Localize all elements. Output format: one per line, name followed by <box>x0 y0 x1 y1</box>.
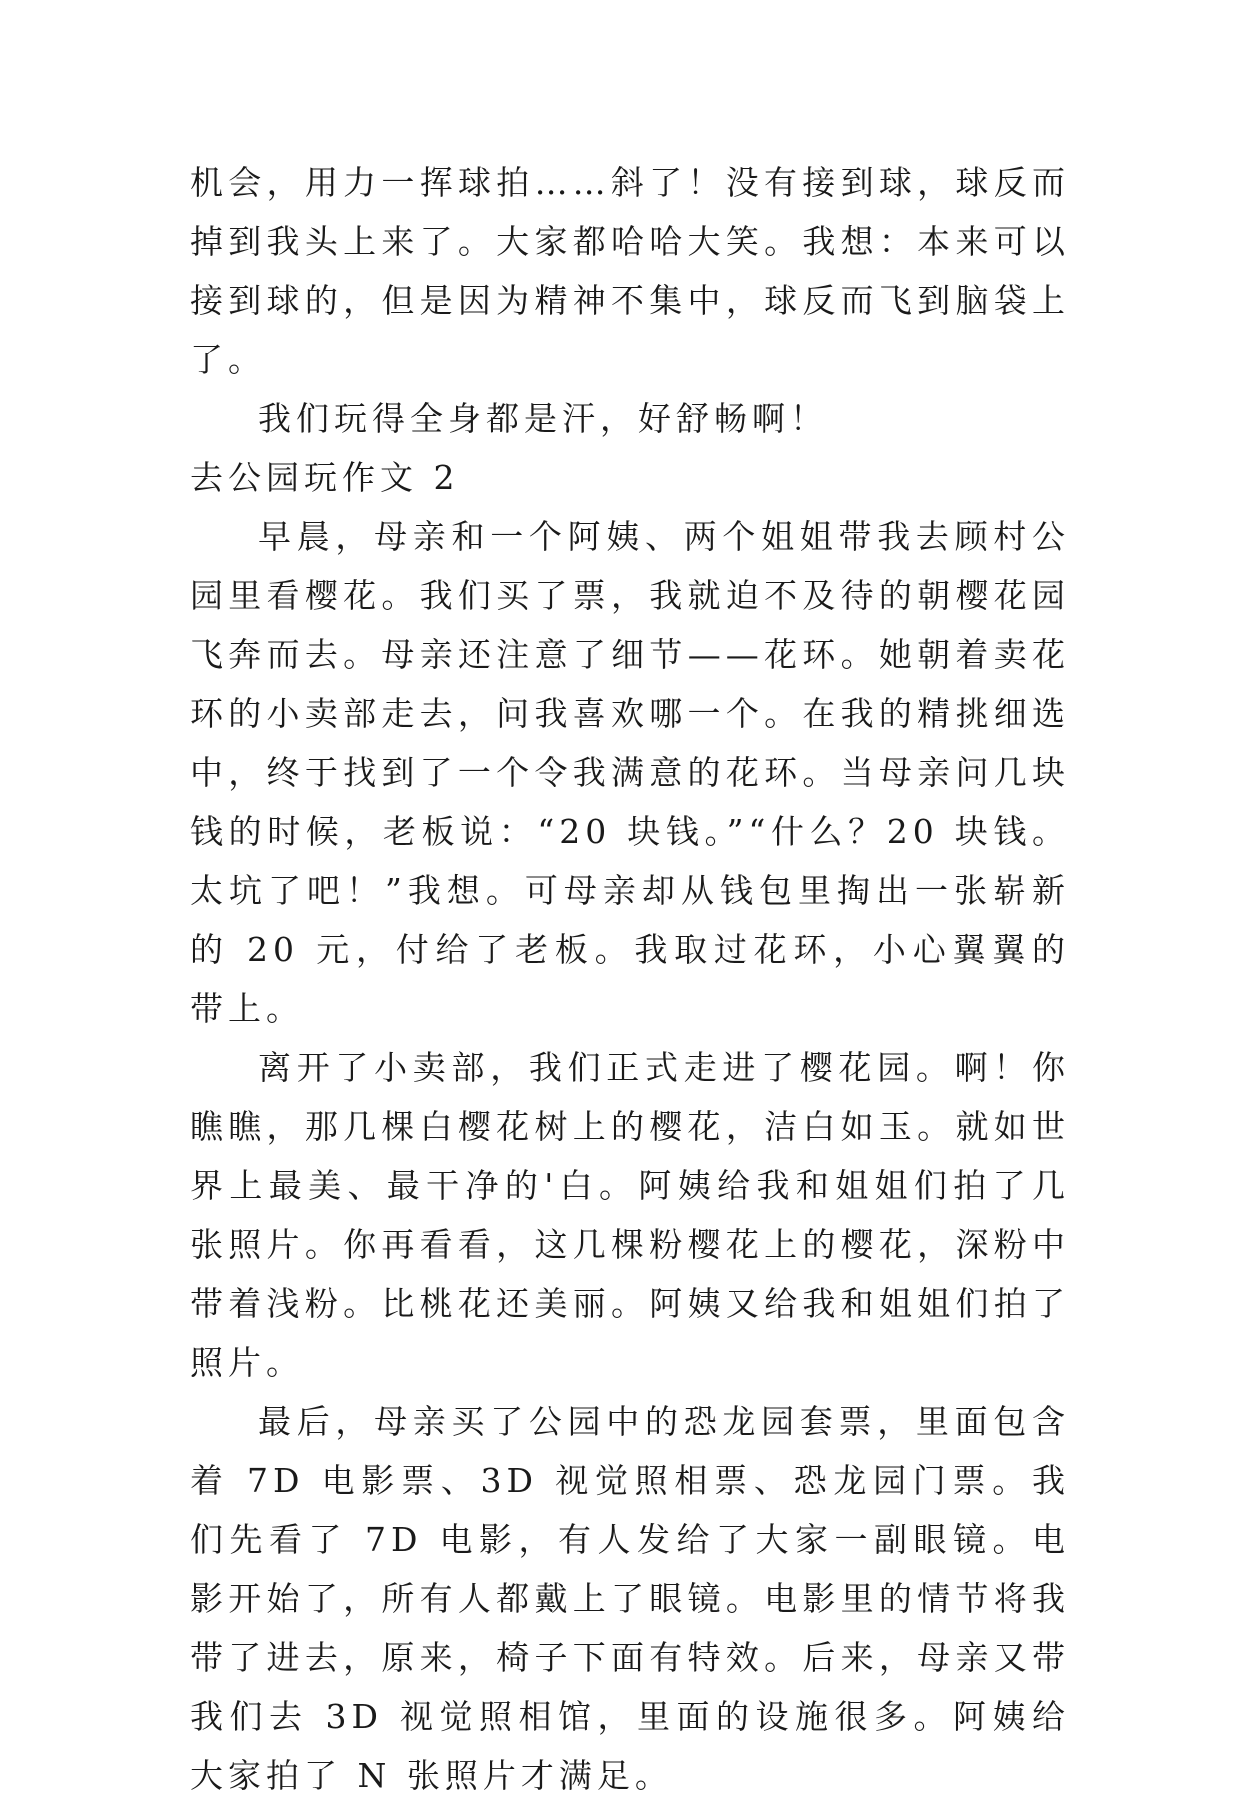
essay-heading: 去公园玩作文 2 <box>190 458 460 497</box>
document-body <box>190 153 1070 1805</box>
paragraph-sweat: 我们玩得全身都是汗，好舒畅啊！ <box>258 399 828 438</box>
paragraph-dinosaur-park: 最后，母亲买了公园中的恐龙园套票，里面包含着 7D 电影票、3D 视觉照相票、恐龙园门票。我们先看了 7D 电影，有人发给了大家一副眼镜。电影开始了，所有人都戴上了眼镜。电影里的情节将我带了进去，原来，椅子下面有特效。后来，母亲又带我们去 3D 视觉照相馆，里面的设施很多。阿姨给大家拍了 N 张照片才满足。 <box>190 1402 1070 1795</box>
paragraph-morning: 早晨，母亲和一个阿姨、两个姐姐带我去顾村公园里看樱花。我们买了票，我就迫不及待的朝樱花园飞奔而去。母亲还注意了细节——花环。她朝着卖花环的小卖部走去，问我喜欢哪一个。在我的精挑细选中，终于找到了一个令我满意的花环。当母亲问几块钱的时候，老板说：“20 块钱。”“什么？20 块钱。太坑了吧！”我想。可母亲却从钱包里掏出一张崭新的 20 元，付给了老板。我取过花环，小心翼翼的带上。 <box>190 517 1070 1028</box>
paragraph-continuation: 机会，用力一挥球拍……斜了！没有接到球，球反而掉到我头上来了。大家都哈哈大笑。我想：本来可以接到球的，但是因为精神不集中，球反而飞到脑袋上了。 <box>190 163 1070 379</box>
paragraph-cherry-garden: 离开了小卖部，我们正式走进了樱花园。啊！你瞧瞧，那几棵白樱花树上的樱花，洁白如玉。就如世界上最美、最干净的'白。阿姨给我和姐姐们拍了几张照片。你再看看，这几棵粉樱花上的樱花，深粉中带着浅粉。比桃花还美丽。阿姨又给我和姐姐们拍了照片。 <box>190 1048 1070 1382</box>
